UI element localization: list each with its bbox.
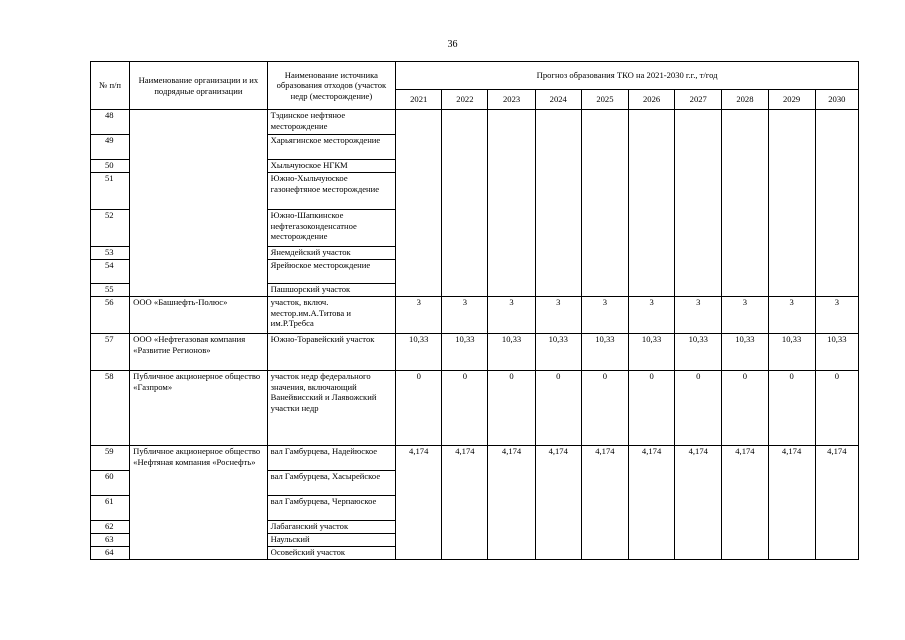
value-cell: 10,33: [629, 334, 675, 371]
source-cell: Харьягинское месторождение: [267, 135, 395, 160]
value-cell: 4,174: [629, 446, 675, 560]
header-year: 2021: [396, 90, 442, 110]
value-cell: 3: [396, 297, 442, 334]
organization-cell: ООО «Нефтегазовая компания «Развитие Регионов»: [130, 334, 268, 371]
header-year: 2025: [581, 90, 628, 110]
value-cell: 4,174: [581, 446, 628, 560]
value-cell: 0: [581, 371, 628, 446]
value-cell: [629, 110, 675, 297]
row-number: 64: [91, 547, 130, 560]
value-cell: [535, 110, 581, 297]
value-cell: 0: [629, 371, 675, 446]
source-cell: вал Гамбурцева, Хасырейское: [267, 471, 395, 496]
source-cell: Хыльчуюское НГКМ: [267, 160, 395, 173]
organization-cell: [130, 110, 268, 297]
value-cell: 3: [629, 297, 675, 334]
value-cell: 10,33: [675, 334, 722, 371]
header-year: 2023: [488, 90, 535, 110]
table-row: [91, 446, 859, 471]
source-cell: Южно-Хыльчуюское газонефтяное месторождение: [267, 173, 395, 210]
value-cell: 0: [768, 371, 815, 446]
table-row: [91, 334, 859, 371]
source-cell: Ярейюское месторождение: [267, 260, 395, 284]
row-number: 57: [91, 334, 130, 371]
header-year: 2029: [768, 90, 815, 110]
value-cell: 0: [442, 371, 488, 446]
header-year: 2022: [442, 90, 488, 110]
value-cell: 0: [815, 371, 858, 446]
row-number: 49: [91, 135, 130, 160]
value-cell: 4,174: [396, 446, 442, 560]
row-number: 62: [91, 521, 130, 534]
row-number: 55: [91, 284, 130, 297]
header-year: 2028: [722, 90, 768, 110]
value-cell: 10,33: [488, 334, 535, 371]
value-cell: [396, 110, 442, 297]
value-cell: 10,33: [535, 334, 581, 371]
table-row: [91, 297, 859, 334]
header-organization: Наименование организации и их подрядные организации: [130, 62, 268, 110]
source-cell: участок недр федерального значения, включающий Ванейвисский и Лаявожский участки недр: [267, 371, 395, 446]
source-cell: Пашшорский участок: [267, 284, 395, 297]
value-cell: 3: [768, 297, 815, 334]
organization-cell: Публичное акционерное общество «Нефтяная компания «Роснефть»: [130, 446, 268, 560]
value-cell: 3: [815, 297, 858, 334]
row-number: 51: [91, 173, 130, 210]
value-cell: 0: [535, 371, 581, 446]
table-row: [91, 371, 859, 446]
value-cell: 10,33: [815, 334, 858, 371]
value-cell: 3: [442, 297, 488, 334]
value-cell: 3: [581, 297, 628, 334]
value-cell: 4,174: [488, 446, 535, 560]
value-cell: [815, 110, 858, 297]
header-num: № п/п: [91, 62, 130, 110]
source-cell: Тэдинское нефтяное месторождение: [267, 110, 395, 135]
value-cell: [722, 110, 768, 297]
value-cell: [768, 110, 815, 297]
row-number: 53: [91, 247, 130, 260]
value-cell: [675, 110, 722, 297]
value-cell: 10,33: [581, 334, 628, 371]
source-cell: Южно-Торавейский участок: [267, 334, 395, 371]
header-year: 2024: [535, 90, 581, 110]
table-body: [91, 110, 859, 560]
row-number: 48: [91, 110, 130, 135]
source-cell: вал Гамбурцева, Черпаюское: [267, 496, 395, 521]
value-cell: [488, 110, 535, 297]
value-cell: 4,174: [675, 446, 722, 560]
value-cell: 3: [535, 297, 581, 334]
value-cell: 0: [396, 371, 442, 446]
row-number: 60: [91, 471, 130, 496]
header-year: 2026: [629, 90, 675, 110]
value-cell: 10,33: [396, 334, 442, 371]
header-forecast: Прогноз образования ТКО на 2021-2030 г.г., т/год: [396, 62, 859, 90]
organization-cell: Публичное акционерное общество «Газпром»: [130, 371, 268, 446]
value-cell: 10,33: [722, 334, 768, 371]
value-cell: 3: [675, 297, 722, 334]
row-number: 54: [91, 260, 130, 284]
organization-cell: ООО «Башнефть-Полюс»: [130, 297, 268, 334]
value-cell: 4,174: [722, 446, 768, 560]
value-cell: 4,174: [535, 446, 581, 560]
page-number: 36: [447, 39, 458, 50]
waste-forecast-table: [90, 61, 859, 560]
row-number: 58: [91, 371, 130, 446]
value-cell: 4,174: [768, 446, 815, 560]
row-number: 61: [91, 496, 130, 521]
value-cell: [442, 110, 488, 297]
source-cell: Лабаганский участок: [267, 521, 395, 534]
value-cell: [581, 110, 628, 297]
row-number: 50: [91, 160, 130, 173]
table-row: [91, 110, 859, 135]
header-year: 2030: [815, 90, 858, 110]
value-cell: 4,174: [442, 446, 488, 560]
value-cell: 3: [722, 297, 768, 334]
value-cell: 0: [675, 371, 722, 446]
value-cell: 0: [722, 371, 768, 446]
source-cell: Янемдейский участок: [267, 247, 395, 260]
header-year: 2027: [675, 90, 722, 110]
source-cell: Южно-Шапкинское нефтегазоконденсатное месторождение: [267, 210, 395, 247]
row-number: 59: [91, 446, 130, 471]
row-number: 63: [91, 534, 130, 547]
header-source: Наименование источника образования отходов (участок недр (месторождение): [267, 62, 395, 110]
row-number: 52: [91, 210, 130, 247]
value-cell: 0: [488, 371, 535, 446]
source-cell: Наульский: [267, 534, 395, 547]
source-cell: участок, включ. местор.им.А.Титова и им.Р.Требса: [267, 297, 395, 334]
value-cell: 4,174: [815, 446, 858, 560]
source-cell: Осовейский участок: [267, 547, 395, 560]
source-cell: вал Гамбурцева, Надейюское: [267, 446, 395, 471]
value-cell: 10,33: [768, 334, 815, 371]
value-cell: 3: [488, 297, 535, 334]
row-number: 56: [91, 297, 130, 334]
value-cell: 10,33: [442, 334, 488, 371]
